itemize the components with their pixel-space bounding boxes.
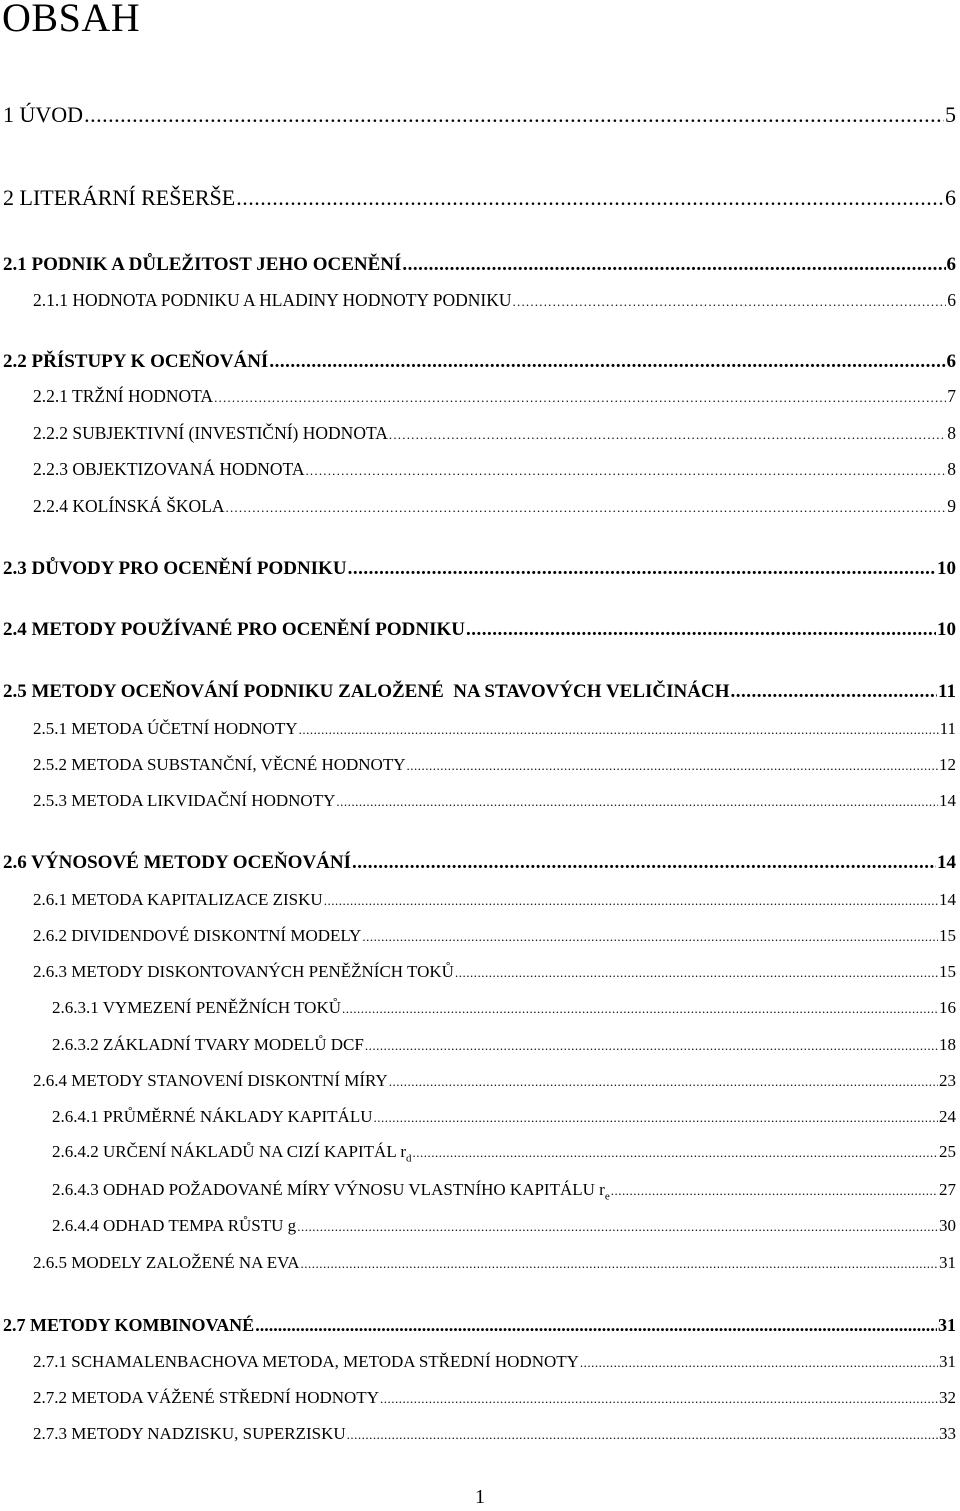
toc-entry-label: 2.5.3 METODA LIKVIDAČNÍ HODNOTY <box>33 791 336 810</box>
toc-entry-2-1-1[interactable] <box>33 290 956 311</box>
toc-entry-2-7-1[interactable] <box>33 1352 956 1372</box>
toc-entry-label <box>52 1142 411 1164</box>
toc-entry-label: 2.2.4 KOLÍNSKÁ ŠKOLA <box>33 496 225 516</box>
toc-dot-leader <box>362 929 938 945</box>
toc-entry-label: 2.6.3 METODY DISKONTOVANÝCH PENĚŽNÍCH TOKŮ <box>33 962 454 981</box>
toc-entry-page: 18 <box>939 1035 956 1054</box>
toc-entry-label: 2 LITERÁRNÍ REŠERŠE <box>3 185 236 210</box>
toc-entry-page: 11 <box>939 719 956 738</box>
toc-entry-2-6-5[interactable] <box>33 1253 956 1273</box>
toc-dot-leader <box>305 463 946 479</box>
toc-entry-page: 31 <box>939 1253 956 1272</box>
toc-dot-leader <box>730 681 937 703</box>
toc-entry-page: 14 <box>939 890 956 909</box>
toc-entry-2-6-4-2[interactable] <box>52 1142 956 1164</box>
toc-entry-label: 2.6.3.2 ZÁKLADNÍ TVARY MODELŮ DCF <box>52 1035 364 1054</box>
page-number: 1 <box>475 1486 485 1508</box>
toc-entry-2-6-1[interactable] <box>33 890 956 910</box>
toc-dot-leader <box>466 619 936 641</box>
toc-entry-2-5-2[interactable] <box>33 755 956 775</box>
toc-dot-leader <box>412 1145 938 1161</box>
toc-entry-page: 25 <box>939 1142 956 1161</box>
toc-entry-2-5-1[interactable] <box>33 719 956 739</box>
toc-dot-leader <box>380 1391 938 1407</box>
toc-entry-2-7-3[interactable] <box>33 1424 956 1444</box>
toc-entry-page: 9 <box>947 496 956 516</box>
toc-entry-label: 2.7 METODY KOMBINOVANÉ <box>3 1315 255 1335</box>
toc-dot-leader <box>269 351 945 373</box>
toc-dot-leader <box>336 794 938 810</box>
toc-entry-page: 15 <box>939 926 956 945</box>
toc-entry-label: 2.6.5 MODELY ZALOŽENÉ NA EVA <box>33 1253 300 1272</box>
toc-entry-2-6-4-4[interactable] <box>52 1216 956 1236</box>
toc-dot-leader <box>297 1219 938 1235</box>
toc-dot-leader <box>324 893 938 909</box>
toc-entry-page: 6 <box>945 185 956 210</box>
toc-dot-leader <box>255 1315 937 1336</box>
toc-entry-2-2-2[interactable] <box>33 423 956 444</box>
toc-entry-page: 33 <box>939 1424 956 1443</box>
toc-entry-page: 16 <box>939 998 956 1017</box>
toc-entry-label: 2.5 METODY OCEŇOVÁNÍ PODNIKU ZALOŽENÉ NA STAVOVÝCH VELIČINÁCH <box>3 681 730 702</box>
toc-entry-label-text: 2.6.4.2 URČENÍ NÁKLADŮ NA CIZÍ KAPITÁL r <box>52 1142 406 1161</box>
subscript: d <box>405 1152 412 1165</box>
toc-entry-2-6-4[interactable] <box>33 1071 956 1091</box>
toc-entry-2-3[interactable] <box>3 558 956 580</box>
toc-dot-leader <box>352 852 936 874</box>
toc-entry-label: 2.1 PODNIK A DŮLEŽITOST JEHO OCENĚNÍ <box>3 254 402 275</box>
toc-entry-page: 11 <box>938 681 956 702</box>
toc-entry-page: 14 <box>939 791 956 810</box>
toc-entry-2-5[interactable] <box>3 681 956 703</box>
toc-entry-2-6-3-2[interactable] <box>52 1035 956 1055</box>
toc-entry-page: 31 <box>938 1315 956 1335</box>
toc-entry-label: 2.5.2 METODA SUBSTANČNÍ, VĚCNÉ HODNOTY <box>33 755 406 774</box>
toc-entry-label-text: 2.6.4.3 ODHAD POŽADOVANÉ MÍRY VÝNOSU VLASTNÍHO KAPITÁLU r <box>52 1180 605 1199</box>
toc-entry-page: 6 <box>947 290 956 310</box>
toc-entry-label: 2.2.1 TRŽNÍ HODNOTA <box>33 386 214 406</box>
toc-entry-label: 2.7.2 METODA VÁŽENÉ STŘEDNÍ HODNOTY <box>33 1388 379 1407</box>
toc-dot-leader <box>299 722 939 738</box>
toc-entry-label: 1 ÚVOD <box>3 102 84 127</box>
toc-entry-2-7[interactable] <box>3 1315 956 1336</box>
toc-entry-label: 2.6.4.1 PRŮMĚRNÉ NÁKLADY KAPITÁLU <box>52 1107 373 1126</box>
toc-entry-label: 2.6.4 METODY STANOVENÍ DISKONTNÍ MÍRY <box>33 1071 388 1090</box>
toc-entry-label: 2.6 VÝNOSOVÉ METODY OCEŇOVÁNÍ <box>3 852 352 873</box>
toc-entry-page: 27 <box>939 1180 956 1199</box>
toc-entry-page: 8 <box>947 423 956 443</box>
toc-entry-label: 2.2.3 OBJEKTIZOVANÁ HODNOTA <box>33 459 305 479</box>
toc-entry-page: 15 <box>939 962 956 981</box>
toc-dot-leader <box>226 500 947 516</box>
toc-entry-2-2-4[interactable] <box>33 496 956 517</box>
page-title: OBSAH <box>2 0 141 40</box>
toc-entry-label: 2.6.3.1 VYMEZENÍ PENĚŽNÍCH TOKŮ <box>52 998 341 1017</box>
toc-entry-label: 2.6.2 DIVIDENDOVÉ DISKONTNÍ MODELY <box>33 926 362 945</box>
toc-entry-page: 24 <box>939 1107 956 1126</box>
toc-dot-leader <box>84 102 944 128</box>
toc-entry-page: 12 <box>939 755 956 774</box>
toc-entry-page: 6 <box>946 351 956 372</box>
toc-dot-leader <box>214 390 946 406</box>
toc-dot-leader <box>342 1001 938 1017</box>
toc-dot-leader <box>611 1183 938 1199</box>
toc-dot-leader <box>236 185 944 211</box>
toc-dot-leader <box>347 1427 938 1443</box>
toc-entry-2[interactable] <box>3 185 956 211</box>
toc-entry-page: 23 <box>939 1071 956 1090</box>
toc-entry-2-1[interactable] <box>3 254 956 276</box>
toc-dot-leader <box>373 1110 938 1126</box>
toc-entry-page: 6 <box>946 254 956 275</box>
toc-entry-2-7-2[interactable] <box>33 1388 956 1408</box>
toc-entry-label: 2.2 PŘÍSTUPY K OCEŇOVÁNÍ <box>3 351 269 372</box>
toc-entry-2-2-1[interactable] <box>33 386 956 407</box>
toc-entry-label: 2.6.1 METODA KAPITALIZACE ZISKU <box>33 890 323 909</box>
toc-dot-leader <box>407 758 939 774</box>
toc-entry-2-6-3[interactable] <box>33 962 956 982</box>
toc-entry-2-6-2[interactable] <box>33 926 956 946</box>
toc-entry-page: 30 <box>939 1216 956 1235</box>
subscript: e <box>604 1190 610 1203</box>
toc-entry-label: 2.2.2 SUBJEKTIVNÍ (INVESTIČNÍ) HODNOTA <box>33 423 388 443</box>
toc-entry-label: 2.3 DŮVODY PRO OCENĚNÍ PODNIKU <box>3 558 347 579</box>
toc-entry-2-6-4-3[interactable] <box>52 1180 956 1202</box>
toc-entry-page: 10 <box>937 619 956 640</box>
toc-entry-page: 32 <box>939 1388 956 1407</box>
toc-dot-leader <box>455 965 938 981</box>
toc-entry-label: 2.5.1 METODA ÚČETNÍ HODNOTY <box>33 719 298 738</box>
toc-entry-2-5-3[interactable] <box>33 791 956 811</box>
toc-dot-leader <box>348 558 936 580</box>
toc-entry-page: 8 <box>947 459 956 479</box>
toc-dot-leader <box>365 1038 938 1054</box>
toc-entry-2-6[interactable] <box>3 852 956 874</box>
toc-entry-label: 2.4 METODY POUŽÍVANÉ PRO OCENĚNÍ PODNIKU <box>3 619 466 640</box>
toc-dot-leader <box>301 1256 939 1272</box>
toc-entry-2-6-4-1[interactable] <box>52 1107 956 1127</box>
toc-entry-page: 7 <box>947 386 956 406</box>
toc-entry-page: 5 <box>945 102 956 127</box>
toc-entry-page: 14 <box>937 852 956 873</box>
toc-entry-label: 2.6.4.4 ODHAD TEMPA RŮSTU g <box>52 1216 297 1235</box>
toc-entry-label: 2.7.3 METODY NADZISKU, SUPERZISKU <box>33 1424 346 1443</box>
toc-entry-2-2-3[interactable] <box>33 459 956 480</box>
toc-entry-label <box>52 1180 610 1202</box>
toc-entry-2-6-3-1[interactable] <box>52 998 956 1018</box>
toc-dot-leader <box>389 427 946 443</box>
toc-entry-1[interactable] <box>3 102 956 128</box>
toc-entry-2-2[interactable] <box>3 351 956 373</box>
toc-entry-label: 2.1.1 HODNOTA PODNIKU A HLADINY HODNOTY PODNIKU <box>33 290 512 310</box>
toc-entry-2-4[interactable] <box>3 619 956 641</box>
toc-dot-leader <box>513 294 947 310</box>
toc-dot-leader <box>580 1355 938 1371</box>
toc-dot-leader <box>402 254 945 276</box>
toc-dot-leader <box>389 1074 938 1090</box>
toc-entry-page: 31 <box>939 1352 956 1371</box>
toc-entry-label: 2.7.1 SCHAMALENBACHOVA METODA, METODA STŘEDNÍ HODNOTY <box>33 1352 579 1371</box>
toc-entry-page: 10 <box>937 558 956 579</box>
